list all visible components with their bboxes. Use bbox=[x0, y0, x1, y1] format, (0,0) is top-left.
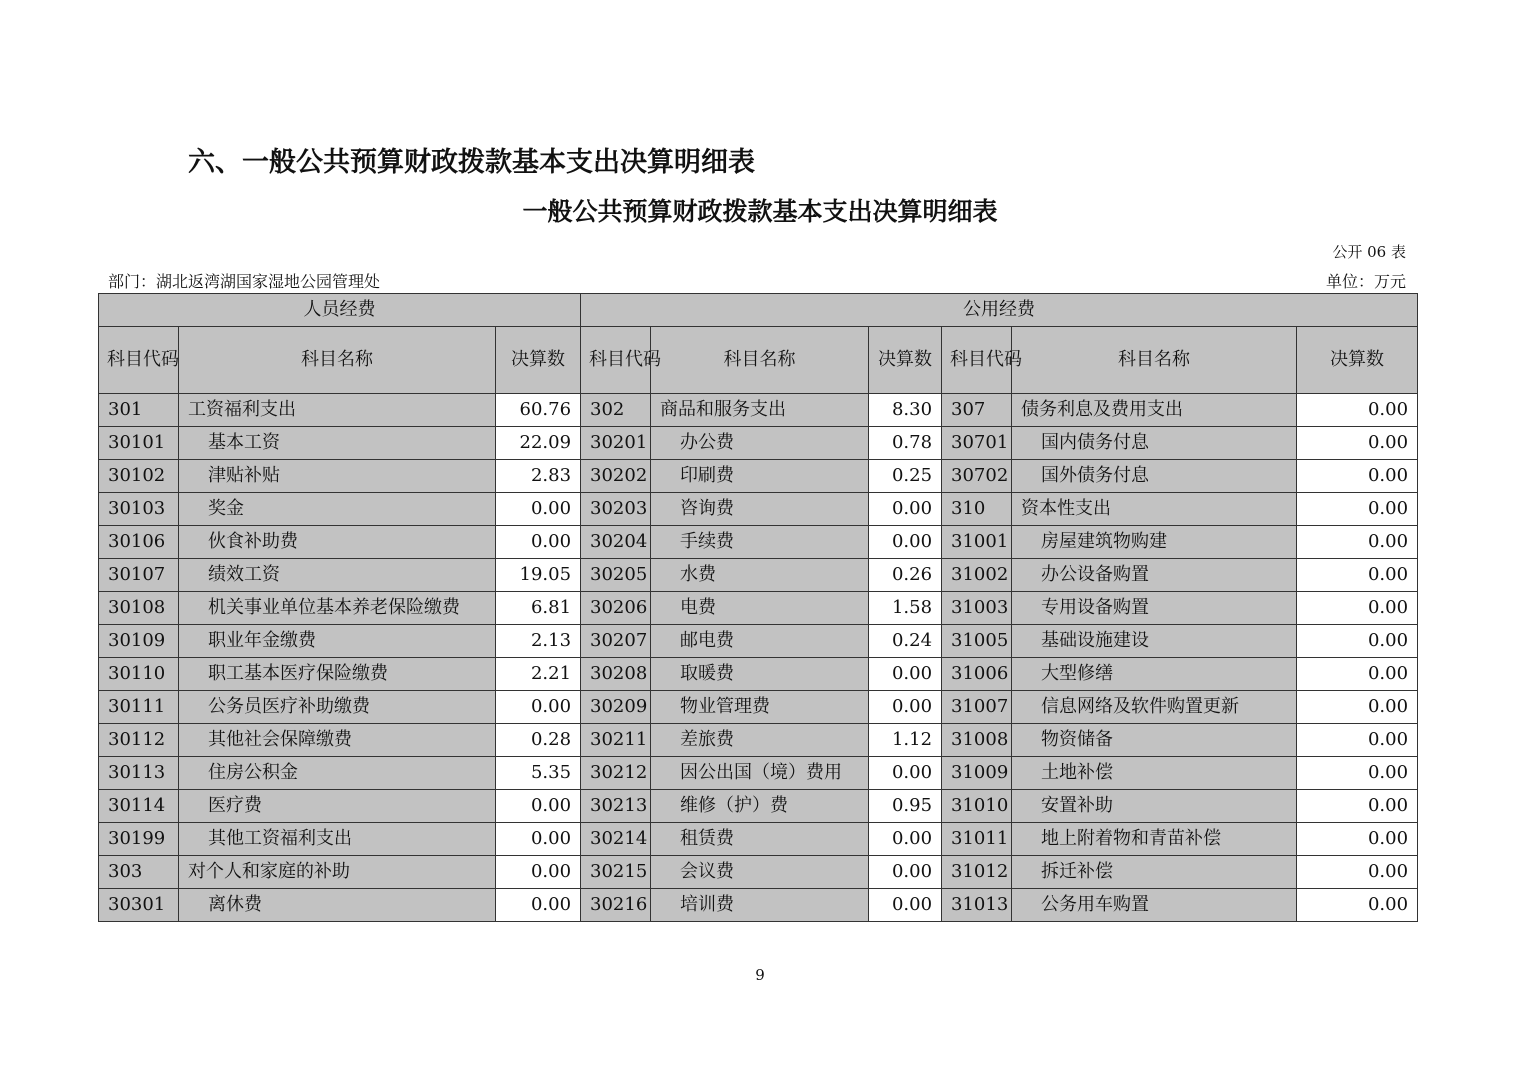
p-amount-cell: 0.00 bbox=[496, 823, 581, 856]
p-code-cell: 30109 bbox=[99, 625, 179, 658]
g-name-cell: 维修（护）费 bbox=[651, 790, 869, 823]
header-c-amount: 决算数 bbox=[1297, 327, 1418, 394]
p-code-cell: 30301 bbox=[99, 889, 179, 922]
c-name-cell: 国内债务付息 bbox=[1012, 427, 1297, 460]
c-name-cell: 信息网络及软件购置更新 bbox=[1012, 691, 1297, 724]
g-code-cell: 30204 bbox=[581, 526, 651, 559]
p-code-cell: 30101 bbox=[99, 427, 179, 460]
c-amount-cell: 0.00 bbox=[1297, 889, 1418, 922]
table-row bbox=[99, 460, 1418, 493]
p-name-cell: 其他社会保障缴费 bbox=[179, 724, 496, 757]
c-code-cell: 31002 bbox=[942, 559, 1012, 592]
g-code-cell: 30211 bbox=[581, 724, 651, 757]
p-name-cell: 职工基本医疗保险缴费 bbox=[179, 658, 496, 691]
header-p-amount: 决算数 bbox=[496, 327, 581, 394]
p-name-cell: 伙食补助费 bbox=[179, 526, 496, 559]
header-c-code: 科目代码 bbox=[942, 327, 1012, 394]
g-code-cell: 30203 bbox=[581, 493, 651, 526]
g-code-cell: 30209 bbox=[581, 691, 651, 724]
g-name-cell: 印刷费 bbox=[651, 460, 869, 493]
g-amount-cell: 0.00 bbox=[869, 856, 942, 889]
column-header-row bbox=[99, 327, 1418, 394]
c-code-cell: 31003 bbox=[942, 592, 1012, 625]
c-code-cell: 31010 bbox=[942, 790, 1012, 823]
p-name-cell: 离休费 bbox=[179, 889, 496, 922]
g-code-cell: 30213 bbox=[581, 790, 651, 823]
p-code-cell: 30199 bbox=[99, 823, 179, 856]
g-code-cell: 30205 bbox=[581, 559, 651, 592]
p-amount-cell: 0.00 bbox=[496, 691, 581, 724]
c-name-cell: 办公设备购置 bbox=[1012, 559, 1297, 592]
g-amount-cell: 1.12 bbox=[869, 724, 942, 757]
g-amount-cell: 0.95 bbox=[869, 790, 942, 823]
c-code-cell: 31013 bbox=[942, 889, 1012, 922]
header-c-name: 科目名称 bbox=[1012, 327, 1297, 394]
p-amount-cell: 2.83 bbox=[496, 460, 581, 493]
p-amount-cell: 6.81 bbox=[496, 592, 581, 625]
p-code-cell: 30110 bbox=[99, 658, 179, 691]
c-amount-cell: 0.00 bbox=[1297, 691, 1418, 724]
p-code-cell: 30107 bbox=[99, 559, 179, 592]
p-name-cell: 对个人和家庭的补助 bbox=[179, 856, 496, 889]
section-title: 六、一般公共预算财政拨款基本支出决算明细表 bbox=[188, 147, 755, 178]
table-row bbox=[99, 559, 1418, 592]
group-personnel: 人员经费 bbox=[99, 294, 581, 327]
g-code-cell: 30201 bbox=[581, 427, 651, 460]
g-name-cell: 咨询费 bbox=[651, 493, 869, 526]
c-code-cell: 31012 bbox=[942, 856, 1012, 889]
p-amount-cell: 0.28 bbox=[496, 724, 581, 757]
p-amount-cell: 0.00 bbox=[496, 889, 581, 922]
c-name-cell: 基础设施建设 bbox=[1012, 625, 1297, 658]
g-amount-cell: 8.30 bbox=[869, 394, 942, 427]
expenditure-table bbox=[98, 293, 1418, 922]
g-code-cell: 30208 bbox=[581, 658, 651, 691]
c-name-cell: 房屋建筑物购建 bbox=[1012, 526, 1297, 559]
c-amount-cell: 0.00 bbox=[1297, 625, 1418, 658]
header-p-name: 科目名称 bbox=[179, 327, 496, 394]
p-name-cell: 工资福利支出 bbox=[179, 394, 496, 427]
department-label: 部门：湖北返湾湖国家湿地公园管理处 bbox=[108, 272, 381, 291]
p-name-cell: 公务员医疗补助缴费 bbox=[179, 691, 496, 724]
p-amount-cell: 60.76 bbox=[496, 394, 581, 427]
p-name-cell: 职业年金缴费 bbox=[179, 625, 496, 658]
g-name-cell: 邮电费 bbox=[651, 625, 869, 658]
table-row bbox=[99, 856, 1418, 889]
p-amount-cell: 2.13 bbox=[496, 625, 581, 658]
c-name-cell: 地上附着物和青苗补偿 bbox=[1012, 823, 1297, 856]
g-code-cell: 30212 bbox=[581, 757, 651, 790]
header-p-code: 科目代码 bbox=[99, 327, 179, 394]
unit-label: 单位：万元 bbox=[1325, 272, 1406, 291]
c-amount-cell: 0.00 bbox=[1297, 724, 1418, 757]
g-amount-cell: 0.78 bbox=[869, 427, 942, 460]
p-code-cell: 30114 bbox=[99, 790, 179, 823]
g-name-cell: 差旅费 bbox=[651, 724, 869, 757]
p-code-cell: 301 bbox=[99, 394, 179, 427]
c-amount-cell: 0.00 bbox=[1297, 394, 1418, 427]
table-row bbox=[99, 658, 1418, 691]
c-name-cell: 专用设备购置 bbox=[1012, 592, 1297, 625]
g-amount-cell: 0.00 bbox=[869, 889, 942, 922]
p-name-cell: 基本工资 bbox=[179, 427, 496, 460]
header-g-code: 科目代码 bbox=[581, 327, 651, 394]
g-name-cell: 水费 bbox=[651, 559, 869, 592]
table-row bbox=[99, 427, 1418, 460]
p-code-cell: 30103 bbox=[99, 493, 179, 526]
g-name-cell: 会议费 bbox=[651, 856, 869, 889]
p-amount-cell: 0.00 bbox=[496, 790, 581, 823]
g-code-cell: 302 bbox=[581, 394, 651, 427]
c-name-cell: 安置补助 bbox=[1012, 790, 1297, 823]
g-amount-cell: 0.00 bbox=[869, 823, 942, 856]
g-code-cell: 30207 bbox=[581, 625, 651, 658]
c-amount-cell: 0.00 bbox=[1297, 427, 1418, 460]
p-name-cell: 绩效工资 bbox=[179, 559, 496, 592]
table-row bbox=[99, 757, 1418, 790]
g-amount-cell: 0.24 bbox=[869, 625, 942, 658]
c-name-cell: 拆迁补偿 bbox=[1012, 856, 1297, 889]
p-name-cell: 其他工资福利支出 bbox=[179, 823, 496, 856]
c-name-cell: 土地补偿 bbox=[1012, 757, 1297, 790]
c-code-cell: 31007 bbox=[942, 691, 1012, 724]
p-name-cell: 医疗费 bbox=[179, 790, 496, 823]
c-name-cell: 大型修缮 bbox=[1012, 658, 1297, 691]
table-row bbox=[99, 625, 1418, 658]
g-amount-cell: 0.00 bbox=[869, 526, 942, 559]
c-code-cell: 310 bbox=[942, 493, 1012, 526]
p-name-cell: 津贴补贴 bbox=[179, 460, 496, 493]
c-code-cell: 31001 bbox=[942, 526, 1012, 559]
c-code-cell: 31006 bbox=[942, 658, 1012, 691]
table-row bbox=[99, 592, 1418, 625]
p-code-cell: 30102 bbox=[99, 460, 179, 493]
c-amount-cell: 0.00 bbox=[1297, 460, 1418, 493]
c-name-cell: 公务用车购置 bbox=[1012, 889, 1297, 922]
g-amount-cell: 0.00 bbox=[869, 757, 942, 790]
c-code-cell: 307 bbox=[942, 394, 1012, 427]
g-code-cell: 30202 bbox=[581, 460, 651, 493]
c-amount-cell: 0.00 bbox=[1297, 658, 1418, 691]
p-code-cell: 30112 bbox=[99, 724, 179, 757]
g-name-cell: 培训费 bbox=[651, 889, 869, 922]
g-amount-cell: 0.00 bbox=[869, 493, 942, 526]
p-amount-cell: 2.21 bbox=[496, 658, 581, 691]
page-number: 9 bbox=[755, 966, 765, 984]
c-code-cell: 31011 bbox=[942, 823, 1012, 856]
g-name-cell: 电费 bbox=[651, 592, 869, 625]
g-name-cell: 因公出国（境）费用 bbox=[651, 757, 869, 790]
table-row bbox=[99, 889, 1418, 922]
g-code-cell: 30216 bbox=[581, 889, 651, 922]
c-amount-cell: 0.00 bbox=[1297, 526, 1418, 559]
p-name-cell: 奖金 bbox=[179, 493, 496, 526]
c-amount-cell: 0.00 bbox=[1297, 559, 1418, 592]
group-header-row bbox=[99, 294, 1418, 327]
table-row bbox=[99, 823, 1418, 856]
g-amount-cell: 0.26 bbox=[869, 559, 942, 592]
group-public: 公用经费 bbox=[581, 294, 1418, 327]
g-name-cell: 取暖费 bbox=[651, 658, 869, 691]
c-amount-cell: 0.00 bbox=[1297, 856, 1418, 889]
c-amount-cell: 0.00 bbox=[1297, 493, 1418, 526]
table-row bbox=[99, 526, 1418, 559]
g-code-cell: 30214 bbox=[581, 823, 651, 856]
c-name-cell: 国外债务付息 bbox=[1012, 460, 1297, 493]
c-name-cell: 资本性支出 bbox=[1012, 493, 1297, 526]
table-title: 一般公共预算财政拨款基本支出决算明细表 bbox=[522, 197, 998, 226]
c-code-cell: 30701 bbox=[942, 427, 1012, 460]
g-name-cell: 商品和服务支出 bbox=[651, 394, 869, 427]
g-name-cell: 办公费 bbox=[651, 427, 869, 460]
c-amount-cell: 0.00 bbox=[1297, 757, 1418, 790]
table-number: 公开 06 表 bbox=[1332, 243, 1406, 261]
p-name-cell: 机关事业单位基本养老保险缴费 bbox=[179, 592, 496, 625]
p-code-cell: 30111 bbox=[99, 691, 179, 724]
g-code-cell: 30215 bbox=[581, 856, 651, 889]
c-name-cell: 物资储备 bbox=[1012, 724, 1297, 757]
g-code-cell: 30206 bbox=[581, 592, 651, 625]
c-amount-cell: 0.00 bbox=[1297, 823, 1418, 856]
c-code-cell: 31008 bbox=[942, 724, 1012, 757]
g-amount-cell: 0.00 bbox=[869, 691, 942, 724]
c-code-cell: 31009 bbox=[942, 757, 1012, 790]
table-row bbox=[99, 724, 1418, 757]
header-g-name: 科目名称 bbox=[651, 327, 869, 394]
header-g-amount: 决算数 bbox=[869, 327, 942, 394]
g-name-cell: 手续费 bbox=[651, 526, 869, 559]
p-amount-cell: 5.35 bbox=[496, 757, 581, 790]
table-row bbox=[99, 691, 1418, 724]
g-name-cell: 租赁费 bbox=[651, 823, 869, 856]
c-code-cell: 30702 bbox=[942, 460, 1012, 493]
c-code-cell: 31005 bbox=[942, 625, 1012, 658]
p-amount-cell: 0.00 bbox=[496, 493, 581, 526]
p-code-cell: 30113 bbox=[99, 757, 179, 790]
g-amount-cell: 0.00 bbox=[869, 658, 942, 691]
g-amount-cell: 1.58 bbox=[869, 592, 942, 625]
g-amount-cell: 0.25 bbox=[869, 460, 942, 493]
p-code-cell: 303 bbox=[99, 856, 179, 889]
p-amount-cell: 0.00 bbox=[496, 856, 581, 889]
c-name-cell: 债务利息及费用支出 bbox=[1012, 394, 1297, 427]
p-code-cell: 30106 bbox=[99, 526, 179, 559]
p-amount-cell: 19.05 bbox=[496, 559, 581, 592]
g-name-cell: 物业管理费 bbox=[651, 691, 869, 724]
p-code-cell: 30108 bbox=[99, 592, 179, 625]
c-amount-cell: 0.00 bbox=[1297, 790, 1418, 823]
table-row bbox=[99, 493, 1418, 526]
p-amount-cell: 22.09 bbox=[496, 427, 581, 460]
p-amount-cell: 0.00 bbox=[496, 526, 581, 559]
p-name-cell: 住房公积金 bbox=[179, 757, 496, 790]
c-amount-cell: 0.00 bbox=[1297, 592, 1418, 625]
table-row bbox=[99, 790, 1418, 823]
table-row bbox=[99, 394, 1418, 427]
